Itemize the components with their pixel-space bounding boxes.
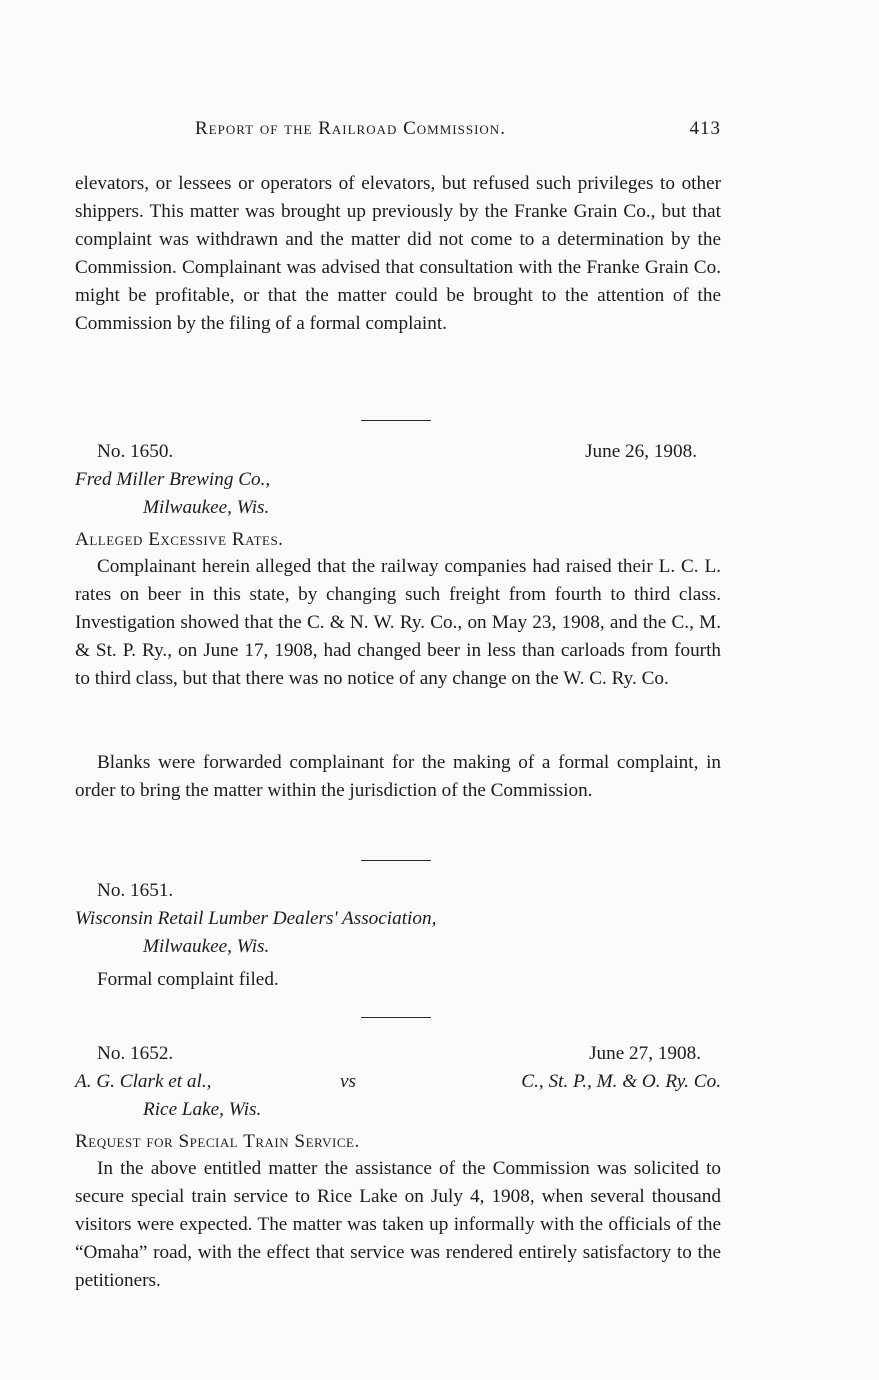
case-number: No. 1652. [97,1043,174,1064]
case-versus: vs [340,1071,356,1092]
case-date: June 26, 1908. [585,441,697,462]
case-party: Wisconsin Retail Lumber Dealers' Association, [75,908,437,929]
case-number: No. 1651. [97,880,174,901]
section-divider [361,860,431,861]
case-paragraph: Complainant herein alleged that the railway companies had raised their L. C. L. rates on beer in this state, by changing such freight from fourth to third class. Investigation showed that the C. & N. W. Ry. Co., on May 23, 1908, and the C., M. & St. P. Ry., on June 17, 1908, had changed beer in less than carloads from fourth to third class, but that there was no notice of any change on the W. C. Ry. Co. [75,556,721,689]
case-paragraph: Blanks were forwarded complainant for the making of a formal complaint, in order to bring the matter within the jurisdiction of the Commission. [75,752,721,801]
document-page [75,0,721,1380]
case-date: June 27, 1908. [589,1043,701,1064]
case-subject: Request for Special Train Service. [75,1131,360,1152]
running-title: Report of the Railroad Commission. [195,118,506,139]
case-party: A. G. Clark et al., [75,1071,212,1092]
intro-paragraph: elevators, or lessees or operators of elevators, but refused such privileges to other shippers. This matter was brought up previously by the Franke Grain Co., but that complaint was withdrawn and the matter did not come to a determination by the Commission. Complainant was advised that consultation with the Franke Grain Co. might be profitable, or that the matter could be brought to the attention of the Commission by the filing of a formal complaint. [75,173,721,334]
running-header [75,118,721,144]
case-party: Fred Miller Brewing Co., [75,469,271,490]
section-divider [361,1017,431,1018]
case-location: Rice Lake, Wis. [143,1099,262,1120]
case-paragraph: In the above entitled matter the assistance of the Commission was solicited to secure special train service to Rice Lake on July 4, 1908, when several thousand visitors were expected. The matter was taken up informally with the officials of the “Omaha” road, with the effect that service was rendered entirely satisfactory to the petitioners. [75,1158,721,1291]
case-location: Milwaukee, Wis. [143,497,270,518]
case-subject: Alleged Excessive Rates. [75,529,284,550]
page-number: 413 [689,118,721,139]
section-divider [361,420,431,421]
case-location: Milwaukee, Wis. [143,936,270,957]
case-respondent: C., St. P., M. & O. Ry. Co. [521,1071,721,1092]
case-number: No. 1650. [97,441,174,462]
case-note: Formal complaint filed. [97,969,279,990]
